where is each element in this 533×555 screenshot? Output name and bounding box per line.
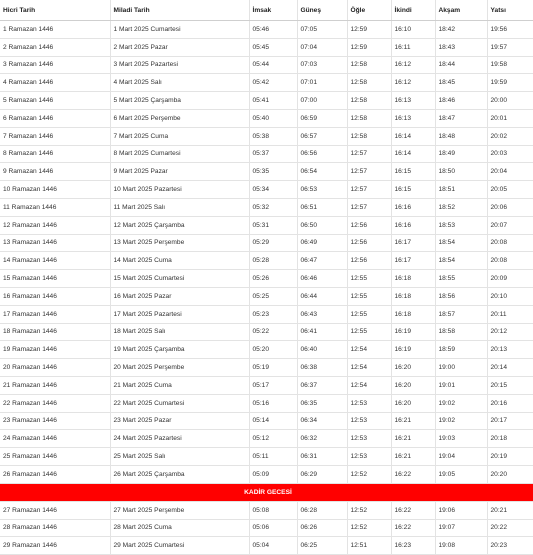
- table-row: [0, 56, 533, 74]
- ogle-cell: 12:57: [347, 198, 391, 216]
- yatsi-cell: 20:23: [487, 537, 533, 555]
- ikindi-cell: 16:19: [391, 341, 435, 359]
- gunes-cell: 06:26: [297, 519, 347, 537]
- table-row: [0, 21, 533, 39]
- imsak-cell: 05:40: [249, 109, 297, 127]
- table-row: [0, 465, 533, 483]
- table-row: [0, 430, 533, 448]
- table-row: [0, 163, 533, 181]
- aksam-cell: 19:04: [435, 448, 487, 466]
- hicri-tarih-cell: 16 Ramazan 1446: [0, 287, 110, 305]
- ikindi-cell: 16:20: [391, 359, 435, 377]
- hicri-tarih-cell: 12 Ramazan 1446: [0, 216, 110, 234]
- gunes-cell: 06:46: [297, 270, 347, 288]
- miladi-tarih-cell: 9 Mart 2025 Pazar: [110, 163, 249, 181]
- miladi-tarih-cell: 26 Mart 2025 Çarşamba: [110, 465, 249, 483]
- hicri-tarih-cell: 25 Ramazan 1446: [0, 448, 110, 466]
- table-row: [0, 448, 533, 466]
- ogle-cell: 12:51: [347, 537, 391, 555]
- gunes-cell: 06:25: [297, 537, 347, 555]
- ikindi-cell: 16:22: [391, 519, 435, 537]
- imsak-cell: 05:41: [249, 92, 297, 110]
- gunes-cell: 06:51: [297, 198, 347, 216]
- aksam-cell: 18:56: [435, 287, 487, 305]
- aksam-cell: 19:08: [435, 537, 487, 555]
- ogle-cell: 12:52: [347, 519, 391, 537]
- ikindi-cell: 16:20: [391, 376, 435, 394]
- imsak-cell: 05:38: [249, 127, 297, 145]
- imsak-cell: 05:09: [249, 465, 297, 483]
- aksam-cell: 19:00: [435, 359, 487, 377]
- yatsi-cell: 19:57: [487, 38, 533, 56]
- aksam-cell: 18:50: [435, 163, 487, 181]
- ikindi-cell: 16:16: [391, 216, 435, 234]
- yatsi-cell: 20:15: [487, 376, 533, 394]
- header-row: [0, 0, 533, 21]
- aksam-cell: 18:52: [435, 198, 487, 216]
- yatsi-cell: 20:00: [487, 92, 533, 110]
- aksam-cell: 18:46: [435, 92, 487, 110]
- hicri-tarih-cell: 15 Ramazan 1446: [0, 270, 110, 288]
- miladi-tarih-cell: 20 Mart 2025 Perşembe: [110, 359, 249, 377]
- hicri-tarih-cell: 2 Ramazan 1446: [0, 38, 110, 56]
- ikindi-cell: 16:16: [391, 198, 435, 216]
- imsak-cell: 05:46: [249, 21, 297, 39]
- miladi-tarih-cell: 17 Mart 2025 Pazartesi: [110, 305, 249, 323]
- ogle-cell: 12:55: [347, 287, 391, 305]
- ogle-cell: 12:54: [347, 359, 391, 377]
- ikindi-cell: 16:14: [391, 145, 435, 163]
- imsak-cell: 05:16: [249, 394, 297, 412]
- gunes-cell: 06:53: [297, 181, 347, 199]
- table-row: [0, 234, 533, 252]
- miladi-tarih-cell: 11 Mart 2025 Salı: [110, 198, 249, 216]
- yatsi-cell: 20:08: [487, 234, 533, 252]
- gunes-cell: 06:47: [297, 252, 347, 270]
- ogle-cell: 12:58: [347, 74, 391, 92]
- gunes-cell: 06:35: [297, 394, 347, 412]
- aksam-cell: 18:48: [435, 127, 487, 145]
- ikindi-cell: 16:11: [391, 38, 435, 56]
- miladi-tarih-cell: 13 Mart 2025 Perşembe: [110, 234, 249, 252]
- table-row: [0, 359, 533, 377]
- ikindi-cell: 16:18: [391, 305, 435, 323]
- ikindi-cell: 16:10: [391, 21, 435, 39]
- yatsi-cell: 20:19: [487, 448, 533, 466]
- hicri-tarih-cell: 19 Ramazan 1446: [0, 341, 110, 359]
- ikindi-cell: 16:21: [391, 430, 435, 448]
- yatsi-cell: 19:59: [487, 74, 533, 92]
- gunes-cell: 07:04: [297, 38, 347, 56]
- miladi-tarih-cell: 4 Mart 2025 Salı: [110, 74, 249, 92]
- imsak-cell: 05:14: [249, 412, 297, 430]
- imsak-cell: 05:34: [249, 181, 297, 199]
- aksam-cell: 19:07: [435, 519, 487, 537]
- table-row: [0, 216, 533, 234]
- gunes-cell: 06:32: [297, 430, 347, 448]
- hicri-tarih-cell: 1 Ramazan 1446: [0, 21, 110, 39]
- hicri-tarih-cell: 18 Ramazan 1446: [0, 323, 110, 341]
- yatsi-cell: 20:10: [487, 287, 533, 305]
- miladi-tarih-cell: 21 Mart 2025 Cuma: [110, 376, 249, 394]
- hicri-tarih-cell: 21 Ramazan 1446: [0, 376, 110, 394]
- miladi-tarih-cell: 6 Mart 2025 Perşembe: [110, 109, 249, 127]
- yatsi-cell: 20:13: [487, 341, 533, 359]
- ogle-cell: 12:55: [347, 323, 391, 341]
- imsak-cell: 05:23: [249, 305, 297, 323]
- aksam-cell: 18:55: [435, 270, 487, 288]
- gunes-cell: 06:50: [297, 216, 347, 234]
- kadir-gecesi-row: [0, 483, 533, 501]
- miladi-tarih-cell: 14 Mart 2025 Cuma: [110, 252, 249, 270]
- table-row: [0, 341, 533, 359]
- ikindi-cell: 16:17: [391, 252, 435, 270]
- aksam-cell: 18:51: [435, 181, 487, 199]
- imsak-cell: 05:22: [249, 323, 297, 341]
- gunes-cell: 06:44: [297, 287, 347, 305]
- yatsi-cell: 20:01: [487, 109, 533, 127]
- table-row: [0, 323, 533, 341]
- imsak-cell: 05:29: [249, 234, 297, 252]
- miladi-tarih-cell: 10 Mart 2025 Pazartesi: [110, 181, 249, 199]
- ogle-cell: 12:57: [347, 181, 391, 199]
- aksam-cell: 18:44: [435, 56, 487, 74]
- hicri-tarih-cell: 3 Ramazan 1446: [0, 56, 110, 74]
- table-row: [0, 376, 533, 394]
- yatsi-cell: 20:04: [487, 163, 533, 181]
- aksam-cell: 18:47: [435, 109, 487, 127]
- ogle-cell: 12:58: [347, 109, 391, 127]
- hicri-tarih-cell: 7 Ramazan 1446: [0, 127, 110, 145]
- hicri-tarih-cell: 11 Ramazan 1446: [0, 198, 110, 216]
- gunes-cell: 06:57: [297, 127, 347, 145]
- hicri-tarih-cell: 23 Ramazan 1446: [0, 412, 110, 430]
- imsak-cell: 05:25: [249, 287, 297, 305]
- aksam-cell: 19:06: [435, 501, 487, 519]
- yatsi-cell: 20:11: [487, 305, 533, 323]
- miladi-tarih-cell: 22 Mart 2025 Cumartesi: [110, 394, 249, 412]
- ikindi-cell: 16:17: [391, 234, 435, 252]
- ogle-cell: 12:53: [347, 412, 391, 430]
- miladi-tarih-cell: 15 Mart 2025 Cumartesi: [110, 270, 249, 288]
- miladi-tarih-cell: 1 Mart 2025 Cumartesi: [110, 21, 249, 39]
- hicri-tarih-cell: 4 Ramazan 1446: [0, 74, 110, 92]
- yatsi-cell: 19:58: [487, 56, 533, 74]
- ogle-cell: 12:58: [347, 127, 391, 145]
- ikindi-cell: 16:22: [391, 501, 435, 519]
- hicri-tarih-cell: 17 Ramazan 1446: [0, 305, 110, 323]
- imsak-cell: 05:44: [249, 56, 297, 74]
- table-row: [0, 287, 533, 305]
- miladi-tarih-cell: 7 Mart 2025 Cuma: [110, 127, 249, 145]
- table-row: [0, 305, 533, 323]
- imsak-cell: 05:06: [249, 519, 297, 537]
- yatsi-cell: 20:21: [487, 501, 533, 519]
- miladi-tarih-cell: 23 Mart 2025 Pazar: [110, 412, 249, 430]
- miladi-tarih-cell: 24 Mart 2025 Pazartesi: [110, 430, 249, 448]
- miladi-tarih-cell: 28 Mart 2025 Cuma: [110, 519, 249, 537]
- imsak-cell: 05:11: [249, 448, 297, 466]
- hicri-tarih-cell: 6 Ramazan 1446: [0, 109, 110, 127]
- ikindi-cell: 16:21: [391, 448, 435, 466]
- aksam-cell: 18:43: [435, 38, 487, 56]
- hicri-tarih-cell: 13 Ramazan 1446: [0, 234, 110, 252]
- table-row: [0, 198, 533, 216]
- aksam-cell: 18:53: [435, 216, 487, 234]
- hicri-tarih-cell: 27 Ramazan 1446: [0, 501, 110, 519]
- gunes-cell: 06:29: [297, 465, 347, 483]
- miladi-tarih-cell: 29 Mart 2025 Cumartesi: [110, 537, 249, 555]
- yatsi-cell: 20:18: [487, 430, 533, 448]
- ogle-cell: 12:57: [347, 145, 391, 163]
- aksam-cell: 19:03: [435, 430, 487, 448]
- imsak-cell: 05:17: [249, 376, 297, 394]
- ogle-cell: 12:56: [347, 252, 391, 270]
- header-aksam: Akşam: [435, 0, 487, 21]
- ogle-cell: 12:54: [347, 341, 391, 359]
- ikindi-cell: 16:23: [391, 537, 435, 555]
- ikindi-cell: 16:12: [391, 74, 435, 92]
- ogle-cell: 12:53: [347, 448, 391, 466]
- table-body: [0, 21, 533, 555]
- miladi-tarih-cell: 5 Mart 2025 Çarşamba: [110, 92, 249, 110]
- gunes-cell: 06:56: [297, 145, 347, 163]
- miladi-tarih-cell: 16 Mart 2025 Pazar: [110, 287, 249, 305]
- table-row: [0, 109, 533, 127]
- miladi-tarih-cell: 25 Mart 2025 Salı: [110, 448, 249, 466]
- gunes-cell: 07:03: [297, 56, 347, 74]
- imsak-cell: 05:35: [249, 163, 297, 181]
- hicri-tarih-cell: 24 Ramazan 1446: [0, 430, 110, 448]
- imsak-cell: 05:19: [249, 359, 297, 377]
- yatsi-cell: 20:08: [487, 252, 533, 270]
- table-row: [0, 74, 533, 92]
- table-row: [0, 127, 533, 145]
- ikindi-cell: 16:13: [391, 92, 435, 110]
- imsak-cell: 05:37: [249, 145, 297, 163]
- aksam-cell: 18:54: [435, 234, 487, 252]
- yatsi-cell: 20:02: [487, 127, 533, 145]
- header-yatsi: Yatsı: [487, 0, 533, 21]
- miladi-tarih-cell: 19 Mart 2025 Çarşamba: [110, 341, 249, 359]
- miladi-tarih-cell: 12 Mart 2025 Çarşamba: [110, 216, 249, 234]
- imsak-cell: 05:28: [249, 252, 297, 270]
- ikindi-cell: 16:18: [391, 287, 435, 305]
- miladi-tarih-cell: 2 Mart 2025 Pazar: [110, 38, 249, 56]
- header-ikindi: İkindi: [391, 0, 435, 21]
- aksam-cell: 18:45: [435, 74, 487, 92]
- gunes-cell: 06:34: [297, 412, 347, 430]
- gunes-cell: 06:43: [297, 305, 347, 323]
- yatsi-cell: 20:05: [487, 181, 533, 199]
- imsak-cell: 05:04: [249, 537, 297, 555]
- table-row: [0, 181, 533, 199]
- hicri-tarih-cell: 20 Ramazan 1446: [0, 359, 110, 377]
- table-row: [0, 519, 533, 537]
- ogle-cell: 12:56: [347, 234, 391, 252]
- ogle-cell: 12:52: [347, 465, 391, 483]
- hicri-tarih-cell: 8 Ramazan 1446: [0, 145, 110, 163]
- hicri-tarih-cell: 22 Ramazan 1446: [0, 394, 110, 412]
- aksam-cell: 18:49: [435, 145, 487, 163]
- header-imsak: İmsak: [249, 0, 297, 21]
- aksam-cell: 19:01: [435, 376, 487, 394]
- yatsi-cell: 20:06: [487, 198, 533, 216]
- gunes-cell: 06:41: [297, 323, 347, 341]
- gunes-cell: 06:54: [297, 163, 347, 181]
- ikindi-cell: 16:18: [391, 270, 435, 288]
- gunes-cell: 06:31: [297, 448, 347, 466]
- header-ogle: Öğle: [347, 0, 391, 21]
- hicri-tarih-cell: 29 Ramazan 1446: [0, 537, 110, 555]
- yatsi-cell: 20:03: [487, 145, 533, 163]
- ogle-cell: 12:55: [347, 270, 391, 288]
- imsak-cell: 05:12: [249, 430, 297, 448]
- imsak-cell: 05:20: [249, 341, 297, 359]
- gunes-cell: 06:28: [297, 501, 347, 519]
- ikindi-cell: 16:15: [391, 181, 435, 199]
- aksam-cell: 18:59: [435, 341, 487, 359]
- hicri-tarih-cell: 26 Ramazan 1446: [0, 465, 110, 483]
- ogle-cell: 12:57: [347, 163, 391, 181]
- yatsi-cell: 20:12: [487, 323, 533, 341]
- ogle-cell: 12:53: [347, 394, 391, 412]
- imsak-cell: 05:31: [249, 216, 297, 234]
- aksam-cell: 18:54: [435, 252, 487, 270]
- yatsi-cell: 20:14: [487, 359, 533, 377]
- miladi-tarih-cell: 8 Mart 2025 Cumartesi: [110, 145, 249, 163]
- ogle-cell: 12:58: [347, 56, 391, 74]
- hicri-tarih-cell: 14 Ramazan 1446: [0, 252, 110, 270]
- hicri-tarih-cell: 9 Ramazan 1446: [0, 163, 110, 181]
- hicri-tarih-cell: 28 Ramazan 1446: [0, 519, 110, 537]
- aksam-cell: 19:05: [435, 465, 487, 483]
- yatsi-cell: 20:07: [487, 216, 533, 234]
- yatsi-cell: 19:56: [487, 21, 533, 39]
- table-row: [0, 412, 533, 430]
- ikindi-cell: 16:21: [391, 412, 435, 430]
- kadir-gecesi-label: KADİR GECESİ: [0, 483, 533, 501]
- imsak-cell: 05:26: [249, 270, 297, 288]
- imsak-cell: 05:42: [249, 74, 297, 92]
- gunes-cell: 06:40: [297, 341, 347, 359]
- table-row: [0, 394, 533, 412]
- ikindi-cell: 16:12: [391, 56, 435, 74]
- ikindi-cell: 16:19: [391, 323, 435, 341]
- gunes-cell: 06:38: [297, 359, 347, 377]
- aksam-cell: 18:58: [435, 323, 487, 341]
- miladi-tarih-cell: 3 Mart 2025 Pazartesi: [110, 56, 249, 74]
- aksam-cell: 18:42: [435, 21, 487, 39]
- ogle-cell: 12:53: [347, 430, 391, 448]
- table-row: [0, 38, 533, 56]
- ikindi-cell: 16:20: [391, 394, 435, 412]
- table-row: [0, 92, 533, 110]
- table-header: [0, 0, 533, 21]
- yatsi-cell: 20:16: [487, 394, 533, 412]
- imsak-cell: 05:32: [249, 198, 297, 216]
- ikindi-cell: 16:22: [391, 465, 435, 483]
- yatsi-cell: 20:22: [487, 519, 533, 537]
- table-row: [0, 270, 533, 288]
- ogle-cell: 12:56: [347, 216, 391, 234]
- table-row: [0, 501, 533, 519]
- hicri-tarih-cell: 10 Ramazan 1446: [0, 181, 110, 199]
- ogle-cell: 12:55: [347, 305, 391, 323]
- yatsi-cell: 20:20: [487, 465, 533, 483]
- gunes-cell: 07:05: [297, 21, 347, 39]
- header-gunes: Güneş: [297, 0, 347, 21]
- miladi-tarih-cell: 27 Mart 2025 Perşembe: [110, 501, 249, 519]
- imsak-cell: 05:08: [249, 501, 297, 519]
- ogle-cell: 12:59: [347, 21, 391, 39]
- ikindi-cell: 16:15: [391, 163, 435, 181]
- yatsi-cell: 20:09: [487, 270, 533, 288]
- aksam-cell: 18:57: [435, 305, 487, 323]
- gunes-cell: 06:37: [297, 376, 347, 394]
- gunes-cell: 06:59: [297, 109, 347, 127]
- header-miladi-tarih: Miladi Tarih: [110, 0, 249, 21]
- gunes-cell: 06:49: [297, 234, 347, 252]
- ikindi-cell: 16:14: [391, 127, 435, 145]
- aksam-cell: 19:02: [435, 412, 487, 430]
- ogle-cell: 12:59: [347, 38, 391, 56]
- header-hicri-tarih: Hicri Tarih: [0, 0, 110, 21]
- ogle-cell: 12:58: [347, 92, 391, 110]
- table-row: [0, 252, 533, 270]
- yatsi-cell: 20:17: [487, 412, 533, 430]
- table-row: [0, 145, 533, 163]
- ogle-cell: 12:52: [347, 501, 391, 519]
- imsak-cell: 05:45: [249, 38, 297, 56]
- gunes-cell: 07:01: [297, 74, 347, 92]
- gunes-cell: 07:00: [297, 92, 347, 110]
- ikindi-cell: 16:13: [391, 109, 435, 127]
- ogle-cell: 12:54: [347, 376, 391, 394]
- aksam-cell: 19:02: [435, 394, 487, 412]
- miladi-tarih-cell: 18 Mart 2025 Salı: [110, 323, 249, 341]
- hicri-tarih-cell: 5 Ramazan 1446: [0, 92, 110, 110]
